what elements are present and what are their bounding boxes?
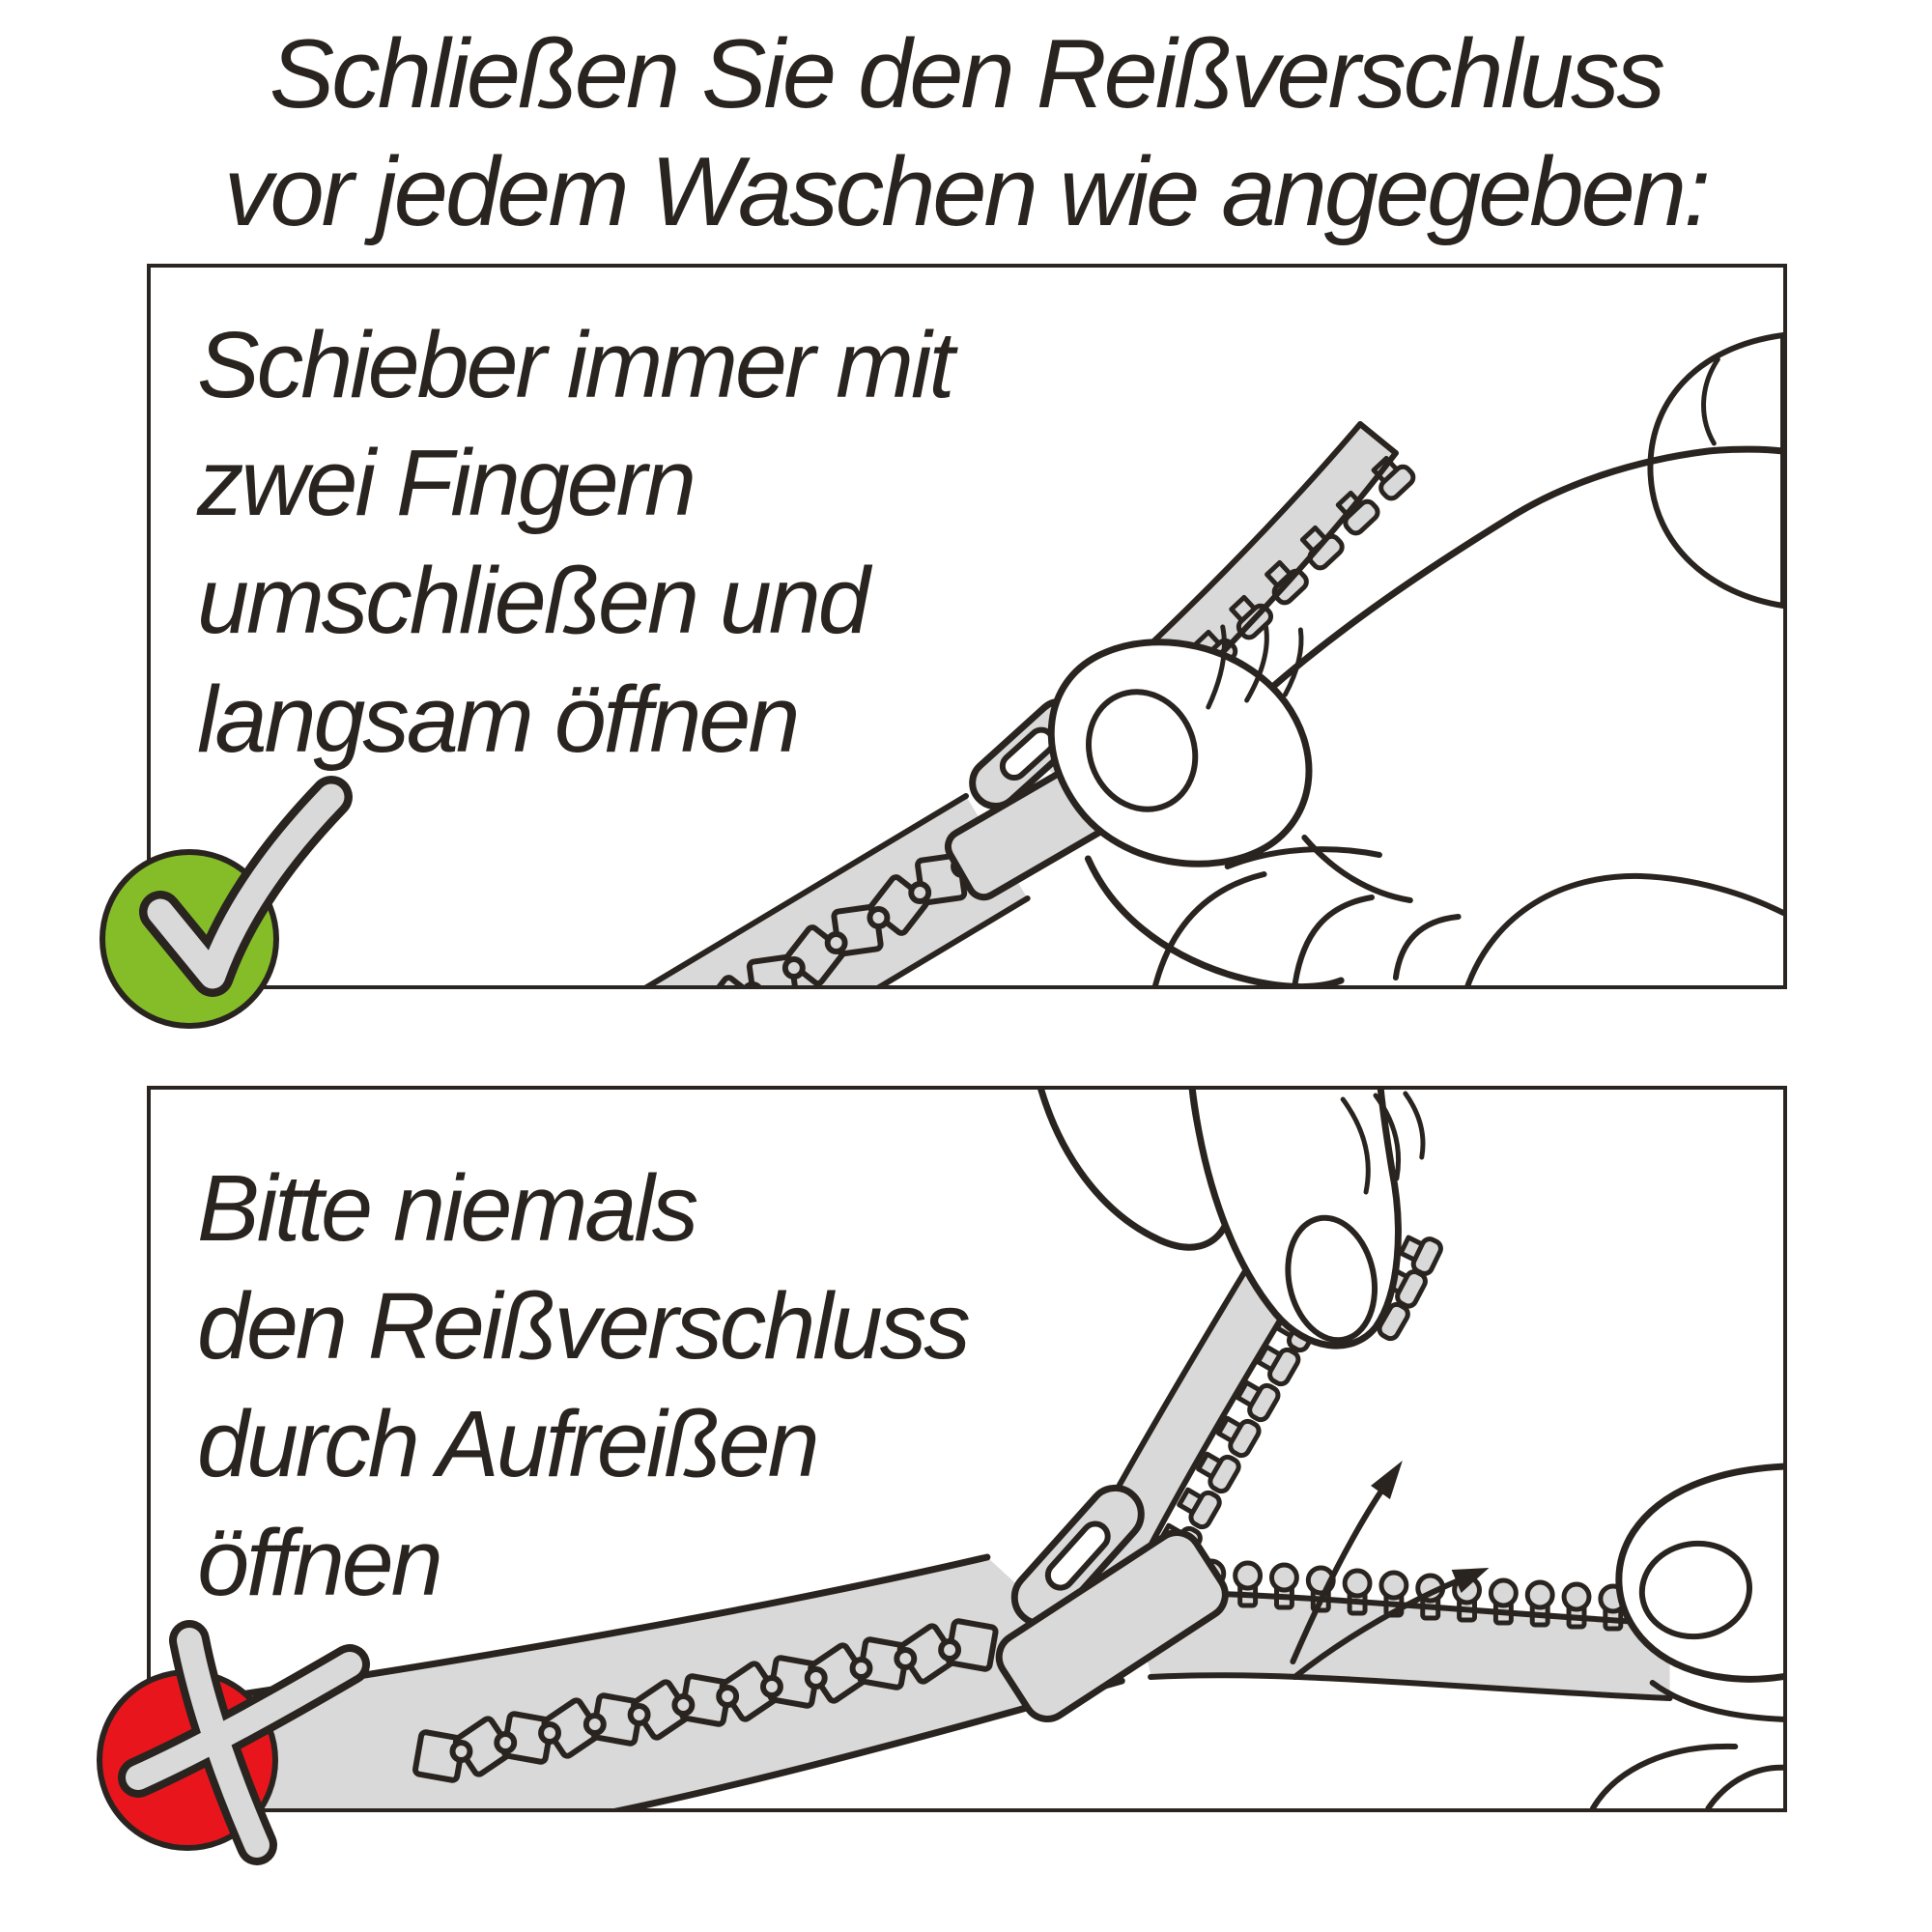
- correct-badge: [58, 753, 386, 1072]
- instruction-text-correct: [197, 306, 952, 779]
- instruction-line: durch Aufreißen: [197, 1391, 817, 1497]
- instruction-line: Bitte niemals: [197, 1155, 696, 1261]
- fabric-corner: [1650, 335, 1783, 606]
- instruction-line: umschließen und: [197, 548, 867, 654]
- hand-holding-slider: [1051, 335, 1783, 985]
- title-line-2: vor jedem Waschen wie angegeben:: [224, 138, 1708, 247]
- instruction-line: den Reißverschluss: [197, 1273, 968, 1379]
- fabric-folds: [1155, 849, 1783, 985]
- instruction-line: langsam öffnen: [197, 666, 798, 772]
- title-line-1: Schließen Sie den Reißverschluss: [269, 20, 1663, 128]
- instruction-line: Schieber immer mit: [197, 312, 952, 417]
- index-finger: [1088, 859, 1341, 985]
- page-title: [0, 15, 1932, 251]
- instruction-line: öffnen: [197, 1509, 440, 1615]
- panel-correct: [147, 264, 1787, 989]
- incorrect-badge: [53, 1589, 411, 1927]
- instruction-line: zwei Fingern: [197, 430, 694, 536]
- instruction-text-incorrect: [197, 1150, 968, 1622]
